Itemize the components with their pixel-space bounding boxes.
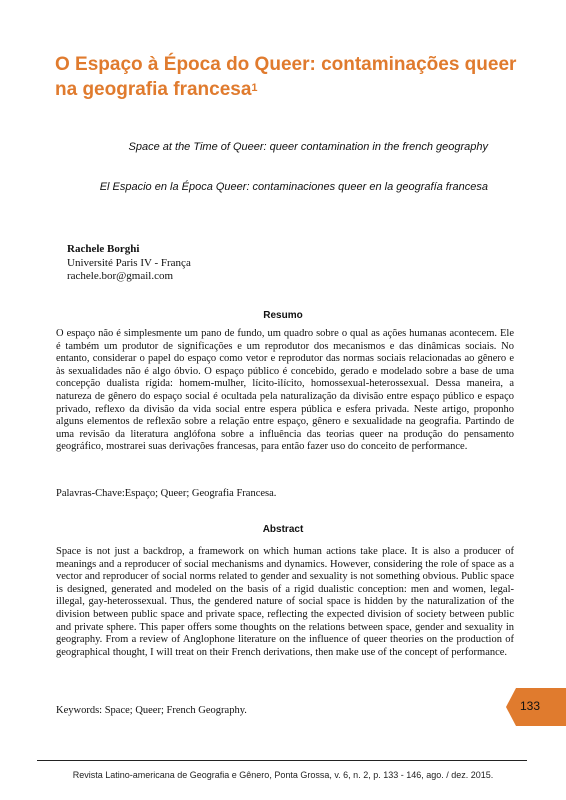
author-name: Rachele Borghi — [67, 243, 140, 255]
abstract-heading: Abstract — [262, 524, 304, 535]
subtitle-english: Space at the Time of Queer: queer contamination in the french geography — [128, 141, 488, 153]
keywords-portuguese: Palavras-Chave:Espaço; Queer; Geografia Francesa. — [56, 488, 277, 499]
author-block — [67, 243, 191, 284]
resumo-text: O espaço não é simplesmente um pano de fundo, um quadro sobre o qual as ações humanas acontecem. Ele é também um produtor de significações e um reprodutor dos mecanismos e das dinâmicas sociais. No entanto, considerar o papel do espaço como vetor e reprodutor das normas sociais relacionadas ao gênero e às sexualidades não é algo óbvio. O espaço público é concebido, gerado e modelado sobre a base de uma concepção dualista rígida: homem-mulher, lícito-ilícito, homossexual-heterossexual. Dessa maneira, a natureza de gênero do espaço social é ocultada pela naturalização da divisão entre espaço público e espaço privado, reflexo da divisão da vida social entre espera pública e esfera privada. Neste artigo, proponho alguns elementos de reflexão sobre a relação entre espaço, gênero e sexualidade na geografia. Partindo de uma revisão da literatura anglófona sobre a influência das teorias queer na produção do pensamento geográfico, mostrarei suas derivações francesas, para então fazer uso do conceito de performance. — [56, 328, 514, 453]
footnote-marker[interactable]: 1 — [251, 82, 258, 94]
article-title-text: O Espaço à Época do Queer: contaminações queer na geografia francesa — [55, 54, 517, 100]
keywords-english: Keywords: Space; Queer; French Geography. — [56, 705, 247, 716]
journal-footer: Revista Latino-americana de Geografia e Gênero, Ponta Grossa, v. 6, n. 2, p. 133 - 146, ago. / dez. 2015. — [72, 770, 494, 780]
abstract-text: Space is not just a backdrop, a framework on which human actions take place. It is also a producer of meanings and a reproducer of social mechanisms and dynamics. However, considering the role of space as a vector and reproducer of social norms related to gender and sexuality is not something obvious. Public space is designed, generated and modeled on the basis of a rigid dualistic conception: men and women, legal-illegal, gay-heterossexual. Thus, the gendered nature of social space is hidden by the naturalization of the division between public space and private space, reflecting the expected division of society between public and private sphere. This paper offers some thoughts on the relations between space, gender and sexuality in geography. From a review of Anglophone literature on the influence of queer theories on the production of geographical thought, I will treat on their French derivations, then make use of the concept of performance. — [56, 546, 514, 658]
article-title — [55, 52, 525, 102]
resumo-heading: Resumo — [263, 310, 303, 321]
subtitle-spanish: El Espacio en la Época Queer: contaminaciones queer en la geografía francesa — [99, 181, 488, 193]
author-affiliation: Université Paris IV - França — [67, 256, 191, 269]
footer-divider — [37, 760, 527, 761]
author-email: rachele.bor@gmail.com — [67, 270, 174, 282]
page-number: 133 — [520, 699, 541, 713]
